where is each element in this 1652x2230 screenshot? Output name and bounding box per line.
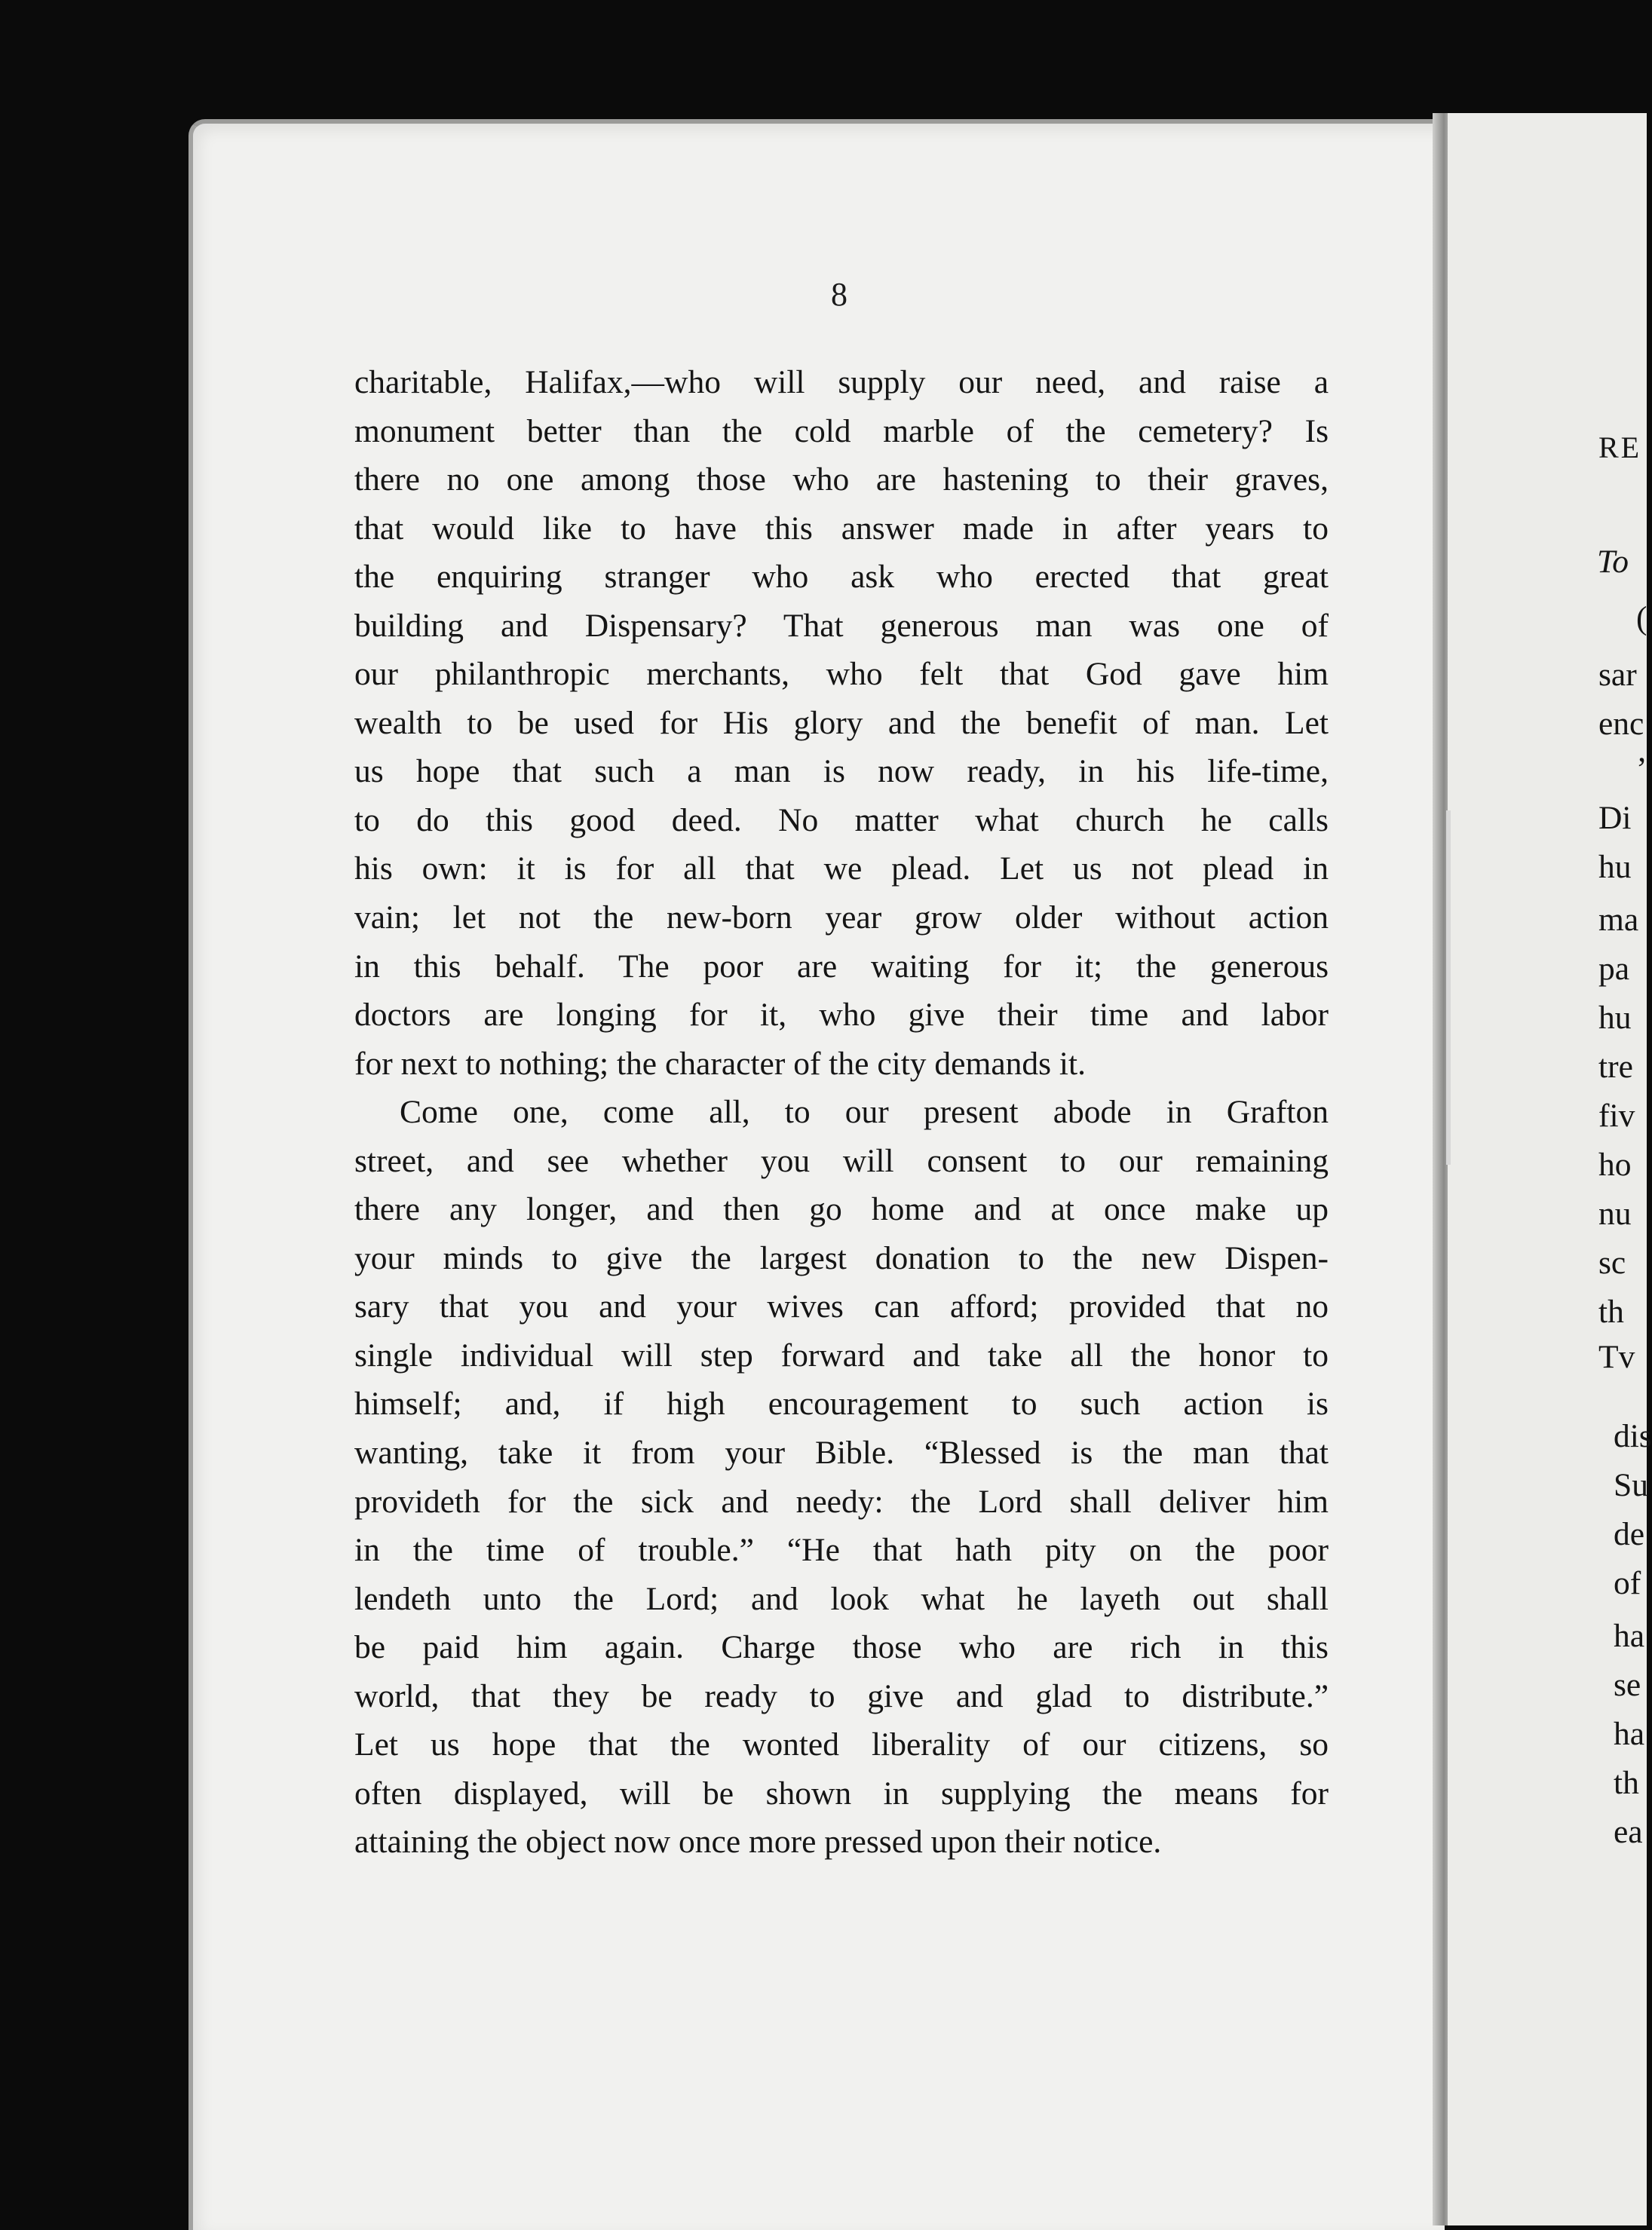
facing-page-fragment: nu — [1598, 1196, 1632, 1232]
facing-page-fragment: Su — [1614, 1467, 1648, 1503]
text-line: sary that you and your wives can afford; provided that no — [354, 1288, 1329, 1325]
page-number: 8 — [831, 276, 847, 313]
facing-page-fragment: se — [1614, 1667, 1641, 1703]
facing-page-fragment: th — [1614, 1765, 1639, 1801]
text-line: his own: it is for all that we plead. Let us not plead in — [354, 850, 1329, 887]
facing-page-fragment: dis — [1614, 1418, 1652, 1454]
text-line: provideth for the sick and needy: the Lord shall deliver him — [354, 1483, 1329, 1520]
text-line: street, and see whether you will consent to our remaining — [354, 1142, 1329, 1179]
facing-page-salutation: To — [1597, 544, 1629, 580]
facing-page-fragment: of — [1614, 1565, 1641, 1601]
facing-page-fragment: sar — [1598, 657, 1637, 693]
text-line: Let us hope that the wonted liberality of our citizens, so — [354, 1726, 1329, 1763]
text-line: world, that they be ready to give and glad to distribute.” — [354, 1677, 1329, 1714]
facing-page-fragment: enc — [1598, 706, 1644, 742]
text-line: that would like to have this answer made in after years to — [354, 510, 1329, 547]
body-text — [354, 358, 1329, 1867]
text-line: be paid him again. Charge those who are rich in this — [354, 1629, 1329, 1666]
facing-page-fragments — [1567, 0, 1652, 2225]
text-line: the enquiring stranger who ask who erected that great — [354, 559, 1329, 596]
text-line: building and Dispensary? That generous man was one of — [354, 607, 1329, 644]
text-line: in the time of trouble.” “He that hath pity on the poor — [354, 1532, 1329, 1569]
facing-page-fragment: pa — [1598, 951, 1630, 987]
facing-page-fragment: de — [1614, 1516, 1645, 1552]
facing-page-fragment: hu — [1598, 1000, 1632, 1036]
text-line: in this behalf. The poor are waiting for it; the generous — [354, 948, 1329, 985]
facing-page-fragment: ho — [1598, 1147, 1632, 1183]
text-line: your minds to give the largest donation to the new Dispen- — [354, 1239, 1329, 1276]
text-line: there any longer, and then go home and at once make up — [354, 1191, 1329, 1228]
text-line: charitable, Halifax,—who will supply our need, and raise a — [354, 364, 1329, 400]
facing-page-fragment: Tv — [1598, 1339, 1635, 1375]
facing-page-fragment: hu — [1598, 849, 1632, 885]
text-line: vain; let not the new-born year grow older without action — [354, 899, 1329, 936]
facing-page-fragment: sc — [1598, 1245, 1626, 1281]
facing-page-fragment: ma — [1598, 902, 1639, 938]
text-line: Come one, come all, to our present abode in Grafton — [400, 1094, 1329, 1131]
facing-page-fragment: ’ — [1636, 751, 1647, 787]
text-line: us hope that such a man is now ready, in his life-time, — [354, 753, 1329, 790]
text-line: for next to nothing; the character of the city demands it. — [354, 1045, 1086, 1082]
text-line: lendeth unto the Lord; and look what he layeth out shall — [354, 1580, 1329, 1617]
text-line: wanting, take it from your Bible. “Blessed is the man that — [354, 1435, 1329, 1472]
text-line: our philanthropic merchants, who felt that God gave him — [354, 656, 1329, 693]
text-line: wealth to be used for His glory and the benefit of man. Let — [354, 704, 1329, 741]
facing-page-fragment: ( — [1636, 600, 1647, 636]
facing-page-fragment: ha — [1614, 1618, 1645, 1654]
text-line: single individual will step forward and take all the honor to — [354, 1337, 1329, 1374]
facing-page-fragment: tre — [1598, 1049, 1633, 1085]
facing-page-fragment: fiv — [1598, 1098, 1635, 1134]
facing-page-fragment: ea — [1614, 1814, 1643, 1850]
facing-page-fragment: Di — [1598, 800, 1632, 836]
text-line: doctors are longing for it, who give their time and labor — [354, 997, 1329, 1034]
text-line: there no one among those who are hastening to their graves, — [354, 461, 1329, 498]
facing-page-fragment: ha — [1614, 1716, 1645, 1752]
text-line: monument better than the cold marble of the cemetery? Is — [354, 412, 1329, 449]
text-line: often displayed, will be shown in supplying the means for — [354, 1775, 1329, 1812]
text-line: attaining the object now once more pressed upon their notice. — [354, 1824, 1162, 1861]
facing-page-heading: RE — [1598, 430, 1642, 464]
text-line: himself; and, if high encouragement to such action is — [354, 1386, 1329, 1423]
margin-bracket-mark — [1446, 810, 1458, 1165]
facing-page-fragment: th — [1598, 1294, 1624, 1330]
text-line: to do this good deed. No matter what church he calls — [354, 801, 1329, 838]
